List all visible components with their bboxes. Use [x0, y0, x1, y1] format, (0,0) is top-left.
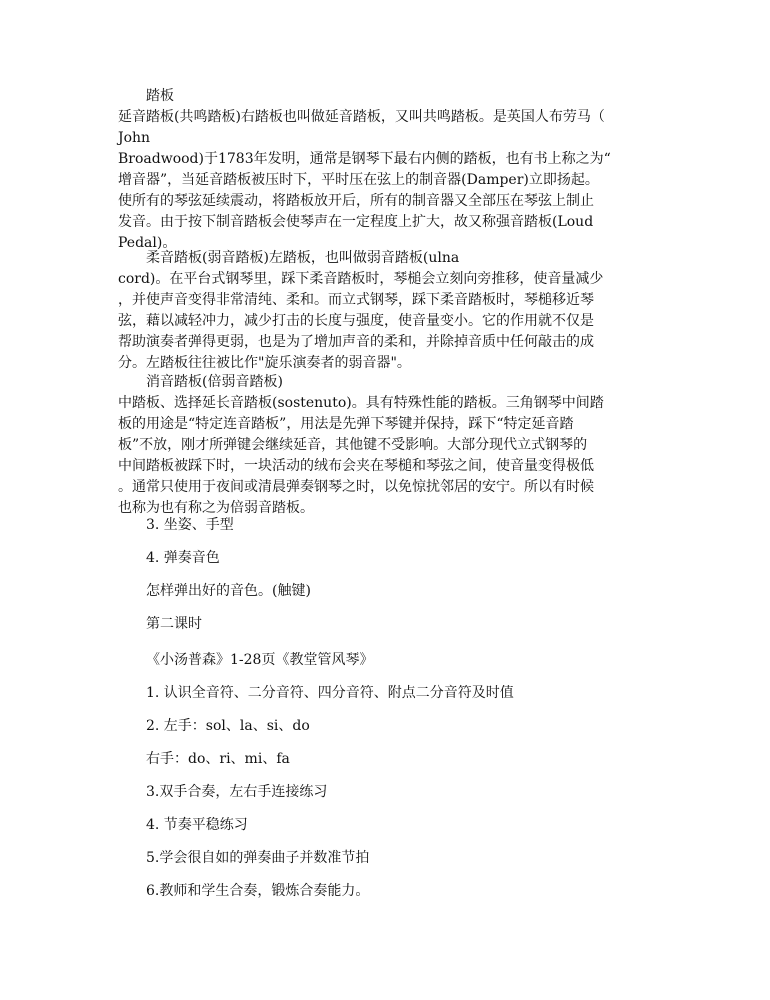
damper-line: 发音。由于按下制音踏板会使琴声在一定程度上扩大，故又称强音踏板(Loud	[118, 214, 594, 230]
books-line: 《小汤普森》1-28页《教堂管风琴》	[146, 652, 374, 668]
lesson-item-5: 5.学会很自如的弹奏曲子并数准节拍	[146, 850, 370, 866]
soft-line: 弦，藉以减轻冲力，减少打击的长度与强度，使音量变小。它的作用就不仅是	[118, 313, 594, 329]
soft-line: ，并使声音变得非常清纯、柔和。而立式钢琴，踩下柔音踏板时，琴槌移近琴	[118, 292, 594, 308]
soft-line: 帮助演奏者弹得更弱，也是为了增加声音的柔和，并除掉音质中任何敲击的成	[118, 334, 594, 350]
damper-line: John	[118, 130, 151, 146]
lesson-item-3: 3.双手合奏，左右手连接练习	[146, 784, 328, 800]
soft-line: 分。左踏板往往被比作"旋乐演奏者的弱音器"。	[118, 355, 411, 371]
sostenuto-pedal-paragraph	[118, 372, 663, 519]
damper-line: 使所有的琴弦延续震动，将踏板放开后，所有的制音器又全部压在琴弦上制止	[118, 193, 594, 209]
sostenuto-line: 板”不放，刚才所弹键会继续延音，其他键不受影响。大部分现代立式钢琴的	[118, 437, 588, 453]
tone-item: 4. 弹奏音色	[146, 550, 220, 566]
damper-pedal-paragraph	[118, 86, 663, 254]
damper-line: Broadwood)于1783年发明，通常是钢琴下最右内侧的踏板，也有书上称之为“	[118, 151, 611, 167]
sostenuto-line: 板的用途是“特定连音踏板”，用法是先弹下琴键并保持，踩下“特定延音踏	[118, 416, 574, 432]
sostenuto-line: 中间踏板被踩下时，一块活动的绒布会夹在琴槌和琴弦之间，使音量变得极低	[118, 458, 594, 474]
sostenuto-line: 。通常只使用于夜间或清晨弹奏钢琴之时，以免惊扰邻居的安宁。所以有时候	[118, 479, 594, 495]
posture-item: 3. 坐姿、手型	[146, 517, 234, 533]
lesson-item-2: 2. 左手：sol、la、si、do	[146, 718, 310, 734]
damper-line: 延音踏板(共鸣踏板)右踏板也叫做延音踏板，又叫共鸣踏板。是英国人布劳马（	[118, 109, 605, 125]
sostenuto-heading: 消音踏板(倍弱音踏板)	[146, 374, 283, 390]
sostenuto-line: 也称为也有称之为倍弱音踏板。	[118, 500, 314, 516]
lesson2-title: 第二课时	[146, 616, 202, 632]
soft-line: cord)。在平台式钢琴里，踩下柔音踏板时，琴槌会立刻向旁推移，使音量减少	[118, 271, 604, 287]
soft-heading: 柔音踏板(弱音踏板)左踏板，也叫做弱音踏板(ulna	[146, 250, 460, 266]
lesson-item-4: 4. 节奏平稳练习	[146, 817, 248, 833]
damper-heading: 踏板	[146, 88, 174, 104]
damper-line: 增音器”，当延音踏板被压时下，平时压在弦上的制音器(Damper)立即扬起。	[118, 172, 599, 188]
sostenuto-line: 中踏板、选择延长音踏板(sostenuto)。具有特殊性能的踏板。三角钢琴中间踏	[118, 395, 604, 411]
lesson-item-2b: 右手：do、ri、mi、fa	[146, 751, 290, 767]
soft-pedal-paragraph	[118, 248, 663, 374]
lesson-item-6: 6.教师和学生合奏，锻炼合奏能力。	[146, 883, 370, 899]
tone-question: 怎样弹出好的音色。(触键)	[146, 583, 311, 599]
lesson-item-1: 1. 认识全音符、二分音符、四分音符、附点二分音符及时值	[146, 685, 514, 701]
damper-line: Pedal)。	[118, 235, 177, 251]
